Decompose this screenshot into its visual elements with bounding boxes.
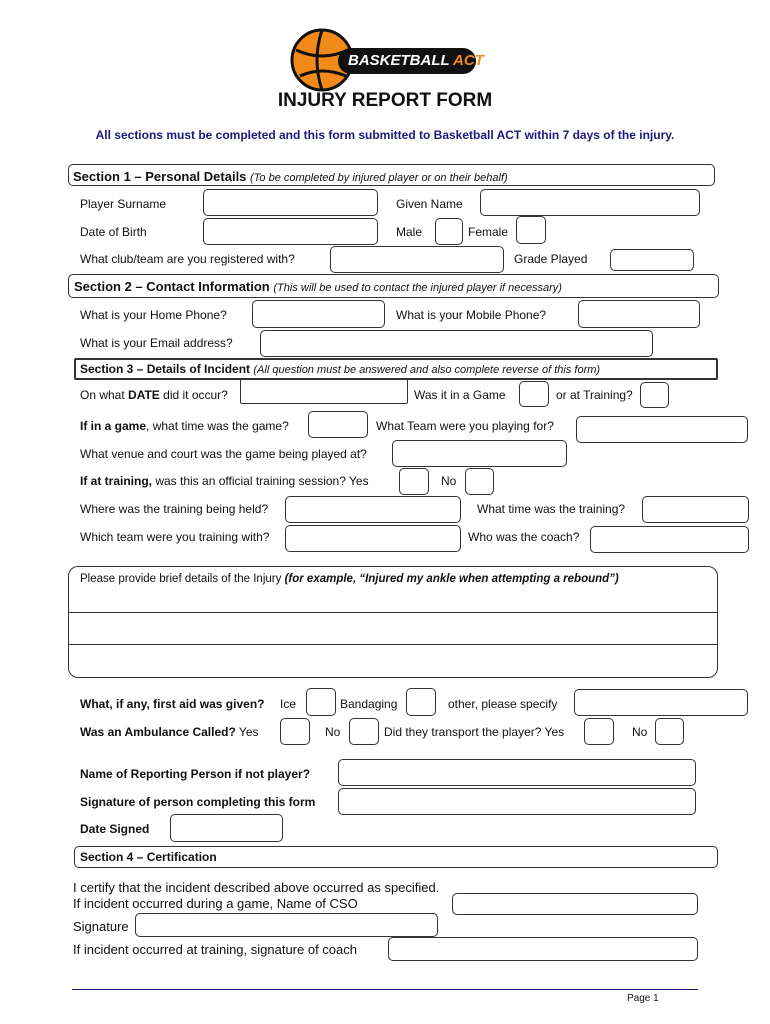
given-name-label: Given Name bbox=[396, 197, 463, 211]
first-aid-label: What, if any, first aid was given? bbox=[80, 697, 265, 711]
player-surname-label: Player Surname bbox=[80, 197, 167, 211]
bandaging-checkbox[interactable] bbox=[406, 688, 436, 716]
email-label: What is your Email address? bbox=[80, 336, 233, 350]
home-phone-label: What is your Home Phone? bbox=[80, 308, 227, 322]
home-phone-input[interactable] bbox=[252, 300, 385, 328]
female-label: Female bbox=[468, 225, 509, 239]
logo bbox=[290, 28, 484, 92]
bandaging-label: Bandaging bbox=[340, 697, 398, 711]
training-location-input[interactable] bbox=[285, 496, 461, 523]
game-time-input[interactable] bbox=[308, 411, 368, 438]
game-label: Was it in a Game bbox=[414, 388, 506, 402]
team-label: What Team were you playing for? bbox=[376, 419, 554, 433]
training-time-input[interactable] bbox=[642, 496, 749, 523]
training-team-input[interactable] bbox=[285, 525, 461, 552]
grade-label: Grade Played bbox=[514, 252, 588, 266]
coach-label: Who was the coach? bbox=[468, 530, 580, 544]
cso-input[interactable] bbox=[452, 893, 698, 915]
certify-text: I certify that the incident described above occurred as specified. bbox=[73, 880, 440, 895]
section-3-title: Section 3 – Details of Incident (All question must be answered and also complete reverse of this form) bbox=[80, 362, 601, 376]
section-4-title: Section 4 – Certification bbox=[80, 850, 217, 864]
email-input[interactable] bbox=[260, 330, 653, 357]
page-title: INJURY REPORT FORM bbox=[277, 90, 493, 111]
transport-yes-checkbox[interactable] bbox=[584, 718, 614, 745]
reporter-input[interactable] bbox=[338, 759, 696, 786]
injury-details-line-2 bbox=[68, 644, 718, 645]
ice-label: Ice bbox=[280, 697, 297, 711]
male-checkbox[interactable] bbox=[435, 218, 463, 245]
footer-divider bbox=[72, 989, 698, 990]
player-surname-input[interactable] bbox=[203, 189, 378, 216]
official-no-label: No bbox=[441, 474, 457, 488]
male-label: Male bbox=[396, 225, 423, 239]
game-time-label: If in a game, what time was the game? bbox=[80, 419, 289, 433]
date-signed-label: Date Signed bbox=[80, 822, 150, 836]
training-time-label: What time was the training? bbox=[477, 502, 626, 516]
signature-input[interactable] bbox=[338, 788, 696, 815]
venue-input[interactable] bbox=[392, 440, 567, 467]
given-name-input[interactable] bbox=[480, 189, 700, 216]
official-training-label: If at training, was this an official training session? Yes bbox=[80, 474, 369, 488]
logo-text: BASKETBALL bbox=[348, 52, 453, 69]
transport-label: Did they transport the player? Yes bbox=[384, 725, 565, 739]
mobile-phone-label: What is your Mobile Phone? bbox=[396, 308, 547, 322]
training-location-label: Where was the training being held? bbox=[80, 502, 269, 516]
official-no-checkbox[interactable] bbox=[465, 468, 494, 495]
training-label: or at Training? bbox=[556, 388, 633, 402]
ambulance-no-label: No bbox=[325, 725, 341, 739]
signature-label: Signature of person completing this form bbox=[80, 795, 316, 809]
page-number: Page 1 bbox=[627, 993, 659, 1004]
certify-signature-label: Signature bbox=[73, 919, 129, 934]
injury-details-line-1 bbox=[68, 612, 718, 613]
venue-label: What venue and court was the game being played at? bbox=[80, 447, 367, 461]
grade-input[interactable] bbox=[610, 249, 694, 271]
club-input[interactable] bbox=[330, 246, 504, 273]
ambulance-label: Was an Ambulance Called? Yes bbox=[80, 725, 259, 739]
cso-label: If incident occurred during a game, Name of CSO bbox=[73, 896, 358, 911]
transport-no-checkbox[interactable] bbox=[655, 718, 684, 745]
official-yes-checkbox[interactable] bbox=[399, 468, 429, 495]
certify-signature-input[interactable] bbox=[135, 913, 438, 937]
date-label: On what DATE did it occur? bbox=[80, 388, 228, 402]
coach-signature-label: If incident occurred at training, signature of coach bbox=[73, 942, 357, 957]
club-label: What club/team are you registered with? bbox=[80, 252, 295, 266]
section-1-title: Section 1 – Personal Details (To be completed by injured player or on their behalf) bbox=[73, 169, 508, 184]
date-signed-input[interactable] bbox=[170, 814, 283, 842]
training-team-label: Which team were you training with? bbox=[80, 530, 270, 544]
logo-accent: ACT bbox=[453, 52, 484, 69]
transport-no-label: No bbox=[632, 725, 648, 739]
coach-input[interactable] bbox=[590, 526, 749, 553]
other-input[interactable] bbox=[574, 689, 748, 716]
reporter-label: Name of Reporting Person if not player? bbox=[80, 767, 311, 781]
date-input[interactable] bbox=[240, 379, 408, 404]
mobile-phone-input[interactable] bbox=[578, 300, 700, 328]
injury-details-label: Please provide brief details of the Injury (for example, “Injured my ankle when attempting a rebound”) bbox=[80, 573, 619, 585]
ambulance-no-checkbox[interactable] bbox=[349, 718, 379, 745]
dob-label: Date of Birth bbox=[80, 225, 147, 239]
ice-checkbox[interactable] bbox=[306, 688, 336, 716]
coach-signature-input[interactable] bbox=[388, 937, 698, 961]
other-label: other, please specify bbox=[448, 697, 558, 711]
dob-input[interactable] bbox=[203, 218, 378, 245]
ambulance-yes-checkbox[interactable] bbox=[280, 718, 310, 745]
training-checkbox[interactable] bbox=[640, 382, 669, 408]
female-checkbox[interactable] bbox=[516, 216, 546, 244]
section-2-title: Section 2 – Contact Information (This will be used to contact the injured player if necessary) bbox=[74, 279, 562, 294]
game-checkbox[interactable] bbox=[519, 381, 549, 407]
subtitle: All sections must be completed and this form submitted to Basketball ACT within 7 days of the injury. bbox=[95, 128, 675, 142]
team-input[interactable] bbox=[576, 416, 748, 443]
